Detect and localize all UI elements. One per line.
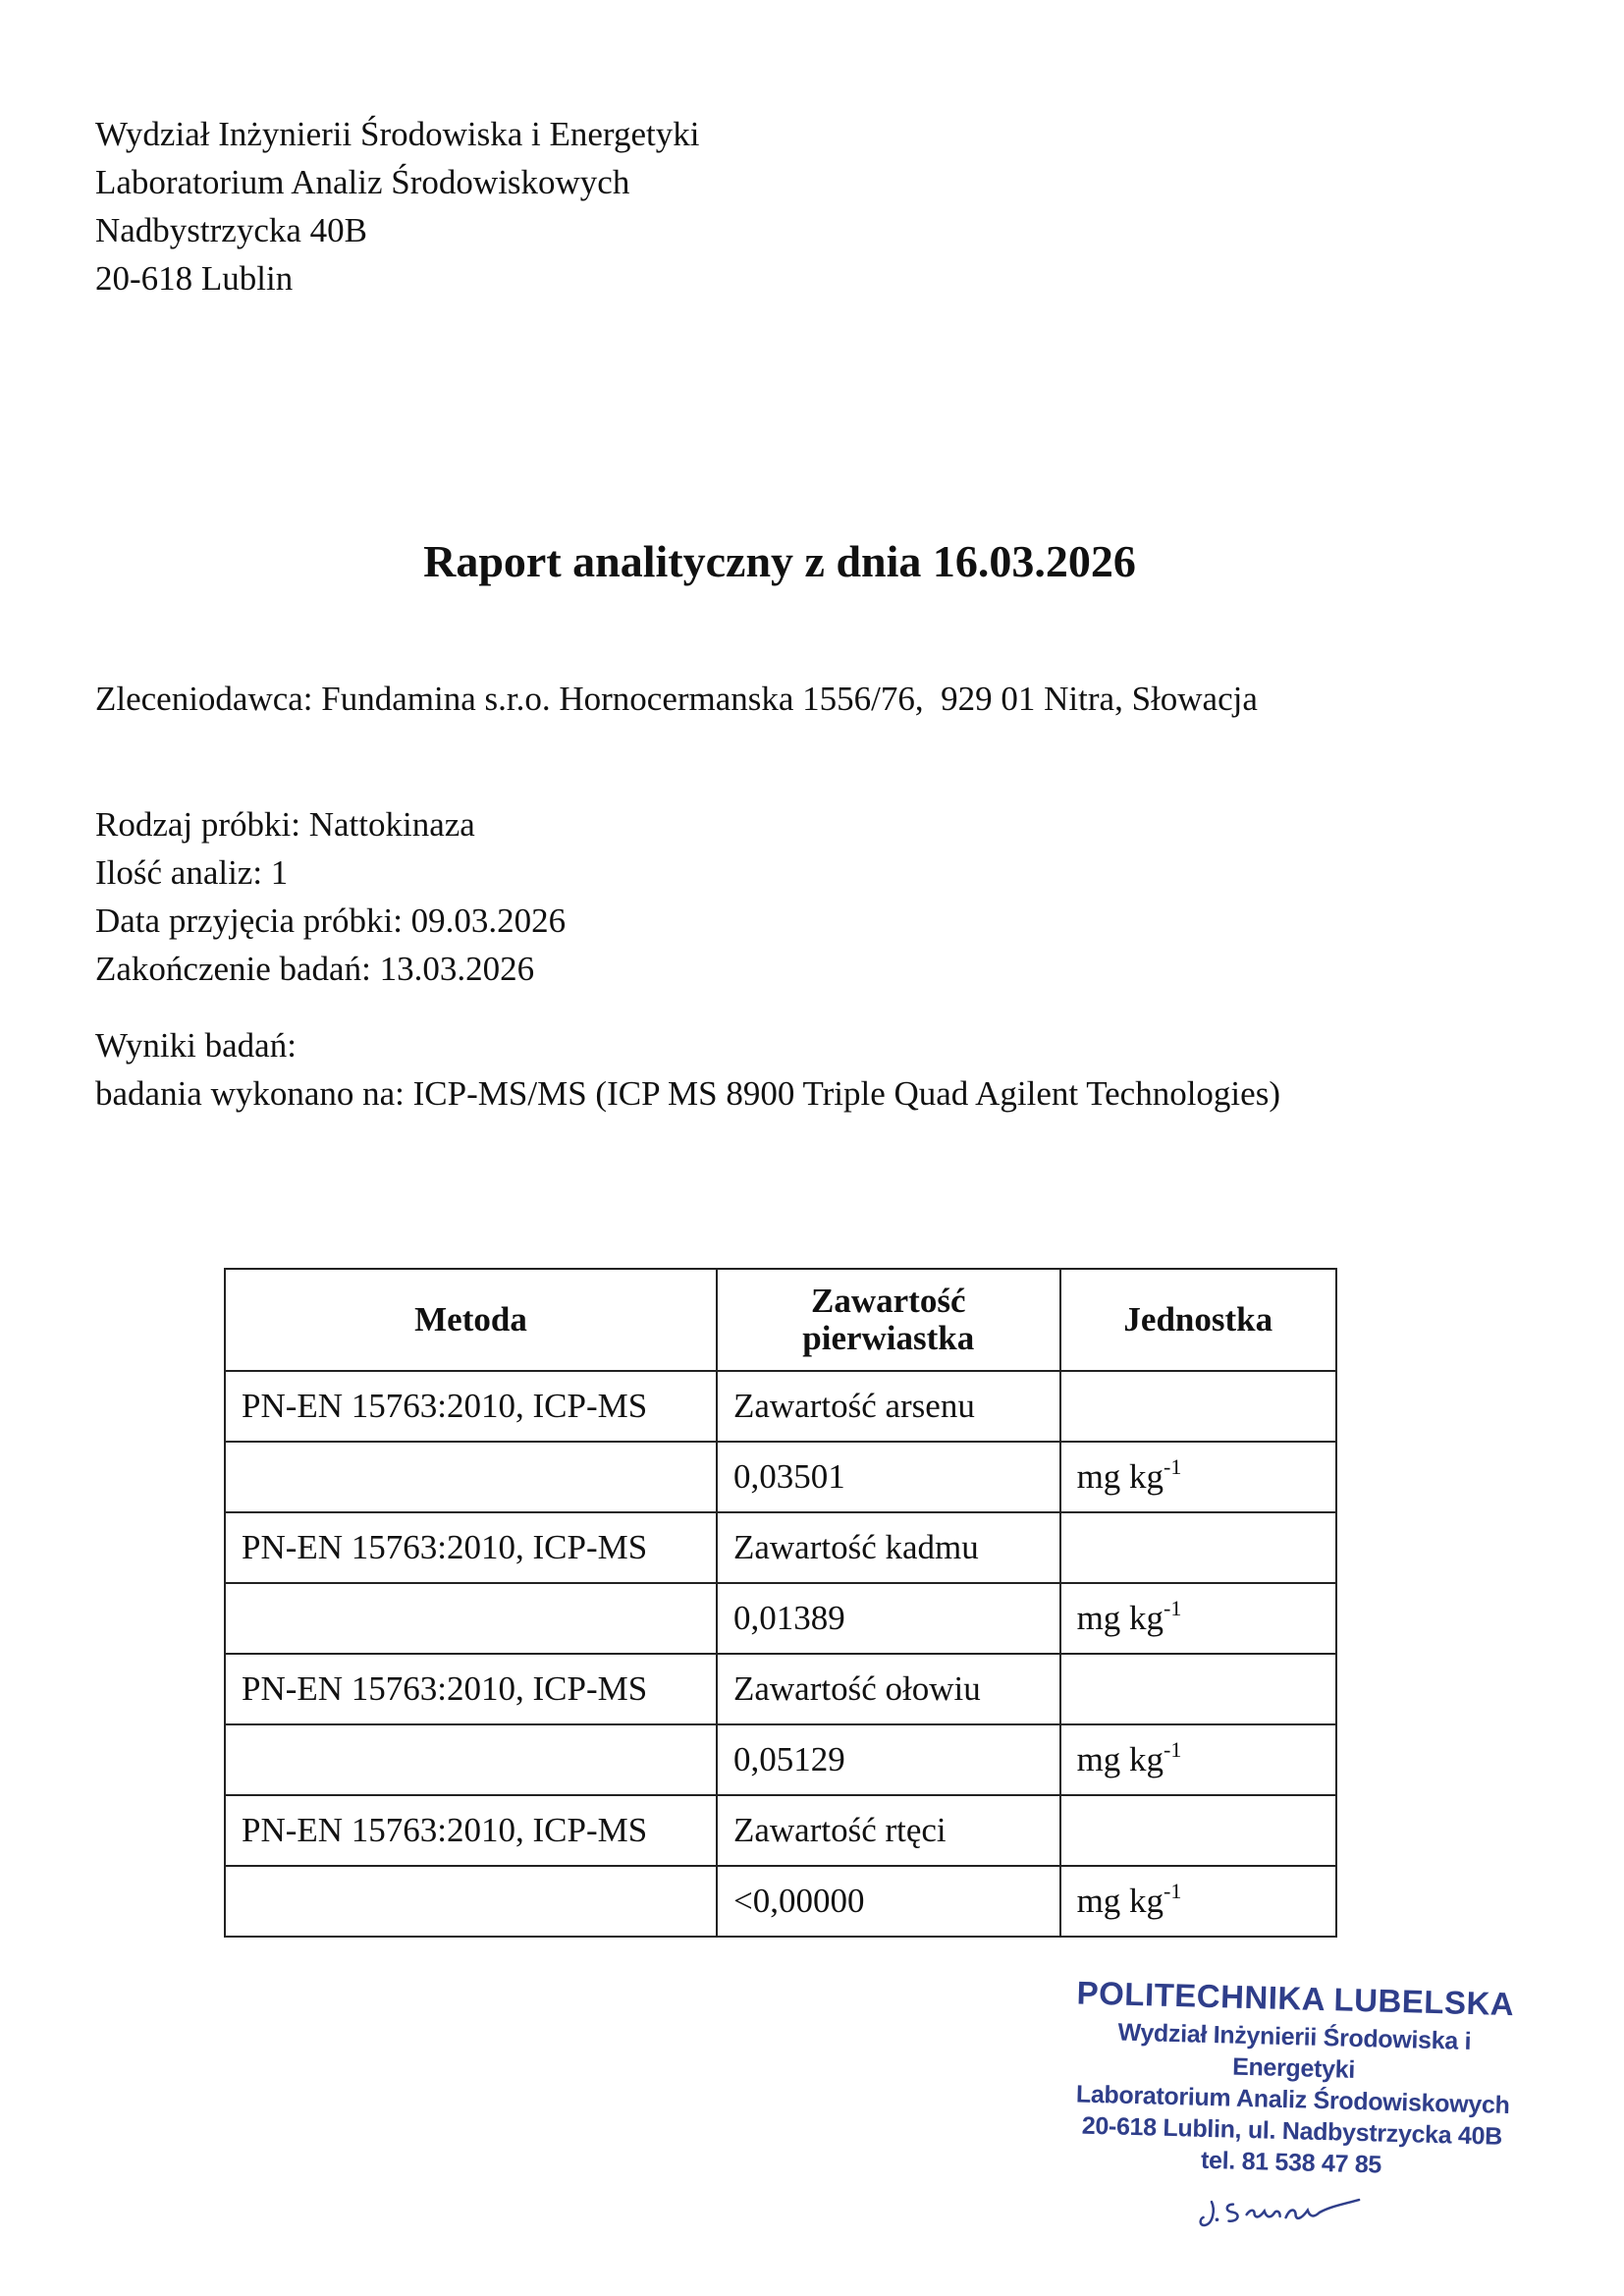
method-cell: PN-EN 15763:2010, ICP-MS xyxy=(225,1795,717,1866)
results-heading: Wyniki badań: xyxy=(95,1026,297,1065)
header-faculty: Wydział Inżynierii Środowiska i Energetyki xyxy=(95,115,700,153)
table-row xyxy=(225,1795,1336,1866)
table-row xyxy=(225,1512,1336,1583)
empty-cell xyxy=(1060,1795,1336,1866)
table-row xyxy=(225,1371,1336,1442)
empty-cell xyxy=(1060,1512,1336,1583)
unit-exponent: -1 xyxy=(1164,1879,1182,1903)
element-cell: Zawartość kadmu xyxy=(717,1512,1060,1583)
stamp-laboratory: Laboratorium Analiz Środowiskowych xyxy=(1075,2080,1510,2120)
unit-base: mg kg xyxy=(1076,1457,1164,1496)
unit-cell xyxy=(1060,1724,1336,1795)
unit-exponent: -1 xyxy=(1164,1737,1182,1762)
unit-cell xyxy=(1060,1442,1336,1512)
header-city: 20-618 Lublin xyxy=(95,259,294,298)
header-element-line2: pierwiastka xyxy=(802,1319,975,1357)
unit-cell xyxy=(1060,1583,1336,1654)
element-cell: Zawartość ołowiu xyxy=(717,1654,1060,1724)
sample-received-date: Data przyjęcia próbki: 09.03.2026 xyxy=(95,902,567,940)
table-header-row xyxy=(225,1269,1336,1371)
unit-cell xyxy=(1060,1866,1336,1937)
empty-cell xyxy=(225,1866,717,1937)
unit-base: mg kg xyxy=(1076,1740,1164,1778)
empty-cell xyxy=(225,1442,717,1512)
report-title: Raport analityczny z dnia 16.03.2026 xyxy=(423,536,1136,586)
handwritten-signature xyxy=(1191,2180,1389,2244)
empty-cell xyxy=(1060,1654,1336,1724)
analysis-count: Ilość analiz: 1 xyxy=(95,853,289,892)
client-line: Zleceniodawca: Fundamina s.r.o. Hornocermanska 1556/76, 929 01 Nitra, Słowacja xyxy=(95,680,1258,718)
method-cell: PN-EN 15763:2010, ICP-MS xyxy=(225,1654,717,1724)
table-row xyxy=(225,1583,1336,1654)
empty-cell xyxy=(225,1724,717,1795)
table-row xyxy=(225,1654,1336,1724)
analysis-completed-date: Zakończenie badań: 13.03.2026 xyxy=(95,950,535,988)
unit-exponent: -1 xyxy=(1164,1596,1182,1620)
stamp-phone: tel. 81 538 47 85 xyxy=(1200,2146,1382,2179)
value-cell: 0,03501 xyxy=(717,1442,1060,1512)
unit-base: mg kg xyxy=(1076,1882,1164,1920)
stamp-organization: POLITECHNIKA LUBELSKA xyxy=(1076,1974,1515,2023)
unit-base: mg kg xyxy=(1076,1599,1164,1637)
header-street: Nadbystrzycka 40B xyxy=(95,211,368,249)
unit-exponent: -1 xyxy=(1164,1454,1182,1479)
table-row xyxy=(225,1866,1336,1937)
sample-info-block xyxy=(95,800,566,993)
empty-cell xyxy=(225,1583,717,1654)
method-cell: PN-EN 15763:2010, ICP-MS xyxy=(225,1512,717,1583)
element-cell: Zawartość rtęci xyxy=(717,1795,1060,1866)
header-laboratory: Laboratorium Analiz Środowiskowych xyxy=(95,163,630,201)
institution-stamp xyxy=(1054,1974,1532,2247)
header-element xyxy=(717,1269,1060,1371)
sample-type: Rodzaj próbki: Nattokinaza xyxy=(95,805,475,844)
results-table xyxy=(224,1268,1337,1938)
table-row xyxy=(225,1442,1336,1512)
header-method: Metoda xyxy=(225,1269,717,1371)
instrument-line: badania wykonano na: ICP-MS/MS (ICP MS 8900 Triple Quad Agilent Technologies) xyxy=(95,1074,1280,1113)
empty-cell xyxy=(1060,1371,1336,1442)
element-cell: Zawartość arsenu xyxy=(717,1371,1060,1442)
value-cell: 0,05129 xyxy=(717,1724,1060,1795)
method-cell: PN-EN 15763:2010, ICP-MS xyxy=(225,1371,717,1442)
results-intro-block xyxy=(95,1021,1280,1118)
stamp-faculty: Wydział Inżynierii Środowiska i Energetyki xyxy=(1117,2018,1472,2084)
stamp-address: 20-618 Lublin, ul. Nadbystrzycka 40B xyxy=(1081,2111,1503,2151)
header-unit: Jednostka xyxy=(1060,1269,1336,1371)
value-cell: 0,01389 xyxy=(717,1583,1060,1654)
header-address-block xyxy=(95,110,699,302)
header-element-line1: Zawartość xyxy=(811,1282,966,1320)
value-cell: <0,00000 xyxy=(717,1866,1060,1937)
table-row xyxy=(225,1724,1336,1795)
